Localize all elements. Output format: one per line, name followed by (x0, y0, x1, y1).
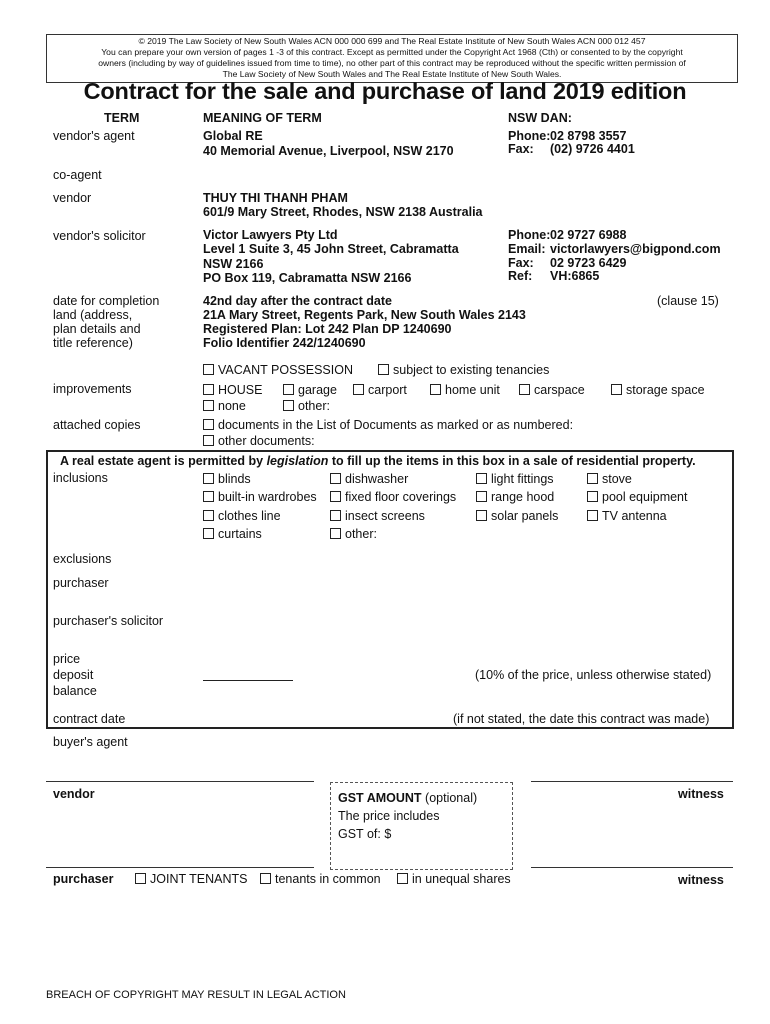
checkbox-icon (476, 473, 487, 484)
purchaser-label: purchaser (53, 576, 109, 590)
checkbox-icon (378, 364, 389, 375)
purchaser-witness-label: witness (678, 873, 724, 887)
dishwasher-checkbox[interactable]: dishwasher (330, 470, 408, 488)
storage-space-checkbox[interactable]: storage space (611, 381, 705, 399)
house-checkbox[interactable]: HOUSE (203, 381, 262, 399)
documents-list-checkbox[interactable]: documents in the List of Documents as marked or as numbered: (203, 416, 573, 434)
vendor-address: 601/9 Mary Street, Rhodes, NSW 2138 Australia (203, 205, 483, 219)
copyright-line: owners (including by way of guidelines issued from time to time), no other part of this contract may be reproduced without the specific written permission of (98, 58, 686, 68)
completion-date: 42nd day after the contract date (203, 294, 392, 308)
checkbox-icon (260, 873, 271, 884)
other-inclusion-checkbox[interactable]: other: (330, 525, 377, 543)
solicitor-ref-label: Ref: (508, 269, 533, 283)
inclusions-label: inclusions (53, 471, 108, 485)
solicitor-email-label: Email: (508, 242, 546, 256)
stove-checkbox[interactable]: stove (587, 470, 632, 488)
improvements-label: improvements (53, 382, 132, 396)
built-in-wardrobes-checkbox[interactable]: built-in wardrobes (203, 488, 317, 506)
checkbox-icon (203, 491, 214, 502)
checkbox-icon (330, 473, 341, 484)
solicitor-fax: 02 9723 6429 (550, 256, 627, 270)
registered-plan: Registered Plan: Lot 242 Plan DP 1240690 (203, 322, 452, 336)
clothes-line-checkbox[interactable]: clothes line (203, 507, 281, 525)
balance-label: balance (53, 684, 97, 698)
vendor-witness-label: witness (678, 787, 724, 801)
checkbox-icon (330, 510, 341, 521)
garage-checkbox[interactable]: garage (283, 381, 337, 399)
pool-equipment-checkbox[interactable]: pool equipment (587, 488, 687, 506)
vendors-agent-phone-label: Phone: (508, 129, 551, 143)
term-header: TERM (104, 111, 140, 125)
copyright-warning: BREACH OF COPYRIGHT MAY RESULT IN LEGAL ACTION (46, 989, 346, 1001)
page-title: Contract for the sale and purchase of land 2019 edition (83, 78, 687, 104)
home-unit-checkbox[interactable]: home unit (430, 381, 500, 399)
checkbox-icon (203, 473, 214, 484)
land-address: 21A Mary Street, Regents Park, New South Wales 2143 (203, 308, 526, 322)
checkbox-icon (135, 873, 146, 884)
checkbox-icon (203, 419, 214, 430)
vendor-label: vendor (53, 191, 92, 205)
purchaser-signature-line (46, 867, 314, 868)
checkbox-icon (283, 384, 294, 395)
co-agent-label: co-agent (53, 168, 102, 182)
vendor-witness-line (531, 781, 733, 782)
solicitor-phone: 02 9727 6988 (550, 228, 627, 242)
dan-header: NSW DAN: (508, 111, 572, 125)
agent-box-heading: A real estate agent is permitted by legislation to fill up the items in this box in a sale of residential property. (60, 454, 696, 468)
land-label: land (address, (53, 308, 133, 322)
checkbox-icon (353, 384, 364, 395)
checkbox-icon (476, 491, 487, 502)
vendors-agent-fax-label: Fax: (508, 142, 534, 156)
vendors-agent-address: 40 Memorial Avenue, Liverpool, NSW 2170 (203, 144, 454, 158)
vacant-possession-checkbox[interactable]: VACANT POSSESSION (203, 361, 353, 379)
solicitor-email: victorlawyers@bigpond.com (550, 242, 721, 256)
solicitor-line: Level 1 Suite 3, 45 John Street, Cabramatta (203, 242, 459, 256)
checkbox-icon (203, 364, 214, 375)
buyers-agent-label: buyer's agent (53, 735, 128, 749)
solicitor-phone-label: Phone: (508, 228, 551, 242)
deposit-note: (10% of the price, unless otherwise stated) (475, 668, 712, 682)
checkbox-icon (330, 528, 341, 539)
contract-date-label: contract date (53, 712, 126, 726)
curtains-checkbox[interactable]: curtains (203, 525, 262, 543)
vendor-signature-label: vendor (53, 787, 95, 801)
purchasers-solicitor-label: purchaser's solicitor (53, 614, 164, 628)
attached-copies-label: attached copies (53, 418, 141, 432)
contract-date-note: (if not stated, the date this contract was made) (453, 712, 710, 726)
vendors-agent-name: Global RE (203, 129, 263, 143)
checkbox-icon (330, 491, 341, 502)
gst-line: GST of: $ (338, 827, 392, 841)
light-fittings-checkbox[interactable]: light fittings (476, 470, 554, 488)
checkbox-icon (203, 510, 214, 521)
folio-identifier: Folio Identifier 242/1240690 (203, 336, 366, 350)
purchaser-signature-label: purchaser (53, 872, 114, 886)
gst-optional: (optional) (421, 791, 478, 805)
checkbox-icon (587, 491, 598, 502)
vendors-agent-phone: 02 8798 3557 (550, 129, 627, 143)
carspace-checkbox[interactable]: carspace (519, 381, 585, 399)
checkbox-icon (203, 435, 214, 446)
blinds-checkbox[interactable]: blinds (203, 470, 251, 488)
none-checkbox[interactable]: none (203, 397, 246, 415)
checkbox-icon (203, 528, 214, 539)
checkbox-icon (203, 400, 214, 411)
vendor-name: THUY THI THANH PHAM (203, 191, 348, 205)
solicitor-fax-label: Fax: (508, 256, 534, 270)
checkbox-icon (519, 384, 530, 395)
solicitor-line: Victor Lawyers Pty Ltd (203, 228, 338, 242)
vendors-agent-label: vendor's agent (53, 129, 135, 143)
gst-amount-box[interactable] (330, 782, 513, 870)
deposit-line (203, 680, 293, 681)
other-improvement-checkbox[interactable]: other: (283, 397, 330, 415)
checkbox-icon (611, 384, 622, 395)
gst-title: GST AMOUNT (338, 791, 422, 805)
deposit-label: deposit (53, 668, 94, 682)
carport-checkbox[interactable]: carport (353, 381, 407, 399)
unequal-shares-checkbox[interactable]: in unequal shares (397, 870, 511, 888)
joint-tenants-checkbox[interactable]: JOINT TENANTS (135, 870, 247, 888)
copyright-line: © 2019 The Law Society of New South Wales ACN 000 000 699 and The Real Estate Institute of New South Wales ACN 000 012 457 (138, 36, 646, 46)
vendors-agent-fax: (02) 9726 4401 (550, 142, 635, 156)
checkbox-icon (283, 400, 294, 411)
other-documents-checkbox[interactable]: other documents: (203, 432, 315, 450)
copyright-line: The Law Society of New South Wales and The Real Estate Institute of New South Wales. (222, 69, 562, 79)
tenants-in-common-checkbox[interactable]: tenants in common (260, 870, 381, 888)
copyright-line: You can prepare your own version of pages 1 -3 of this contract. Except as permitted under the Copyright Act 1968 (Cth) or consented to by the copyright (101, 47, 683, 57)
solicitor-line: NSW 2166 (203, 257, 264, 271)
vendors-solicitor-label: vendor's solicitor (53, 229, 146, 243)
solicitor-ref: VH:6865 (550, 269, 600, 283)
title-reference-label: title reference) (53, 336, 133, 350)
completion-label: date for completion (53, 294, 160, 308)
checkbox-icon (430, 384, 441, 395)
checkbox-icon (476, 510, 487, 521)
insect-screens-checkbox[interactable]: insect screens (330, 507, 425, 525)
exclusions-label: exclusions (53, 552, 112, 566)
fixed-floor-coverings-checkbox[interactable]: fixed floor coverings (330, 488, 456, 506)
vendor-signature-line (46, 781, 314, 782)
existing-tenancies-checkbox[interactable]: subject to existing tenancies (378, 361, 549, 379)
solar-panels-checkbox[interactable]: solar panels (476, 507, 558, 525)
copyright-notice (46, 34, 738, 83)
checkbox-icon (397, 873, 408, 884)
gst-line: The price includes (338, 809, 440, 823)
meaning-header: MEANING OF TERM (203, 111, 322, 125)
purchaser-witness-line (531, 867, 733, 868)
range-hood-checkbox[interactable]: range hood (476, 488, 554, 506)
plan-details-label: plan details and (53, 322, 141, 336)
solicitor-line: PO Box 119, Cabramatta NSW 2166 (203, 271, 412, 285)
clause-reference: (clause 15) (657, 294, 719, 308)
tv-antenna-checkbox[interactable]: TV antenna (587, 507, 667, 525)
checkbox-icon (587, 510, 598, 521)
checkbox-icon (203, 384, 214, 395)
price-label: price (53, 652, 81, 666)
checkbox-icon (587, 473, 598, 484)
